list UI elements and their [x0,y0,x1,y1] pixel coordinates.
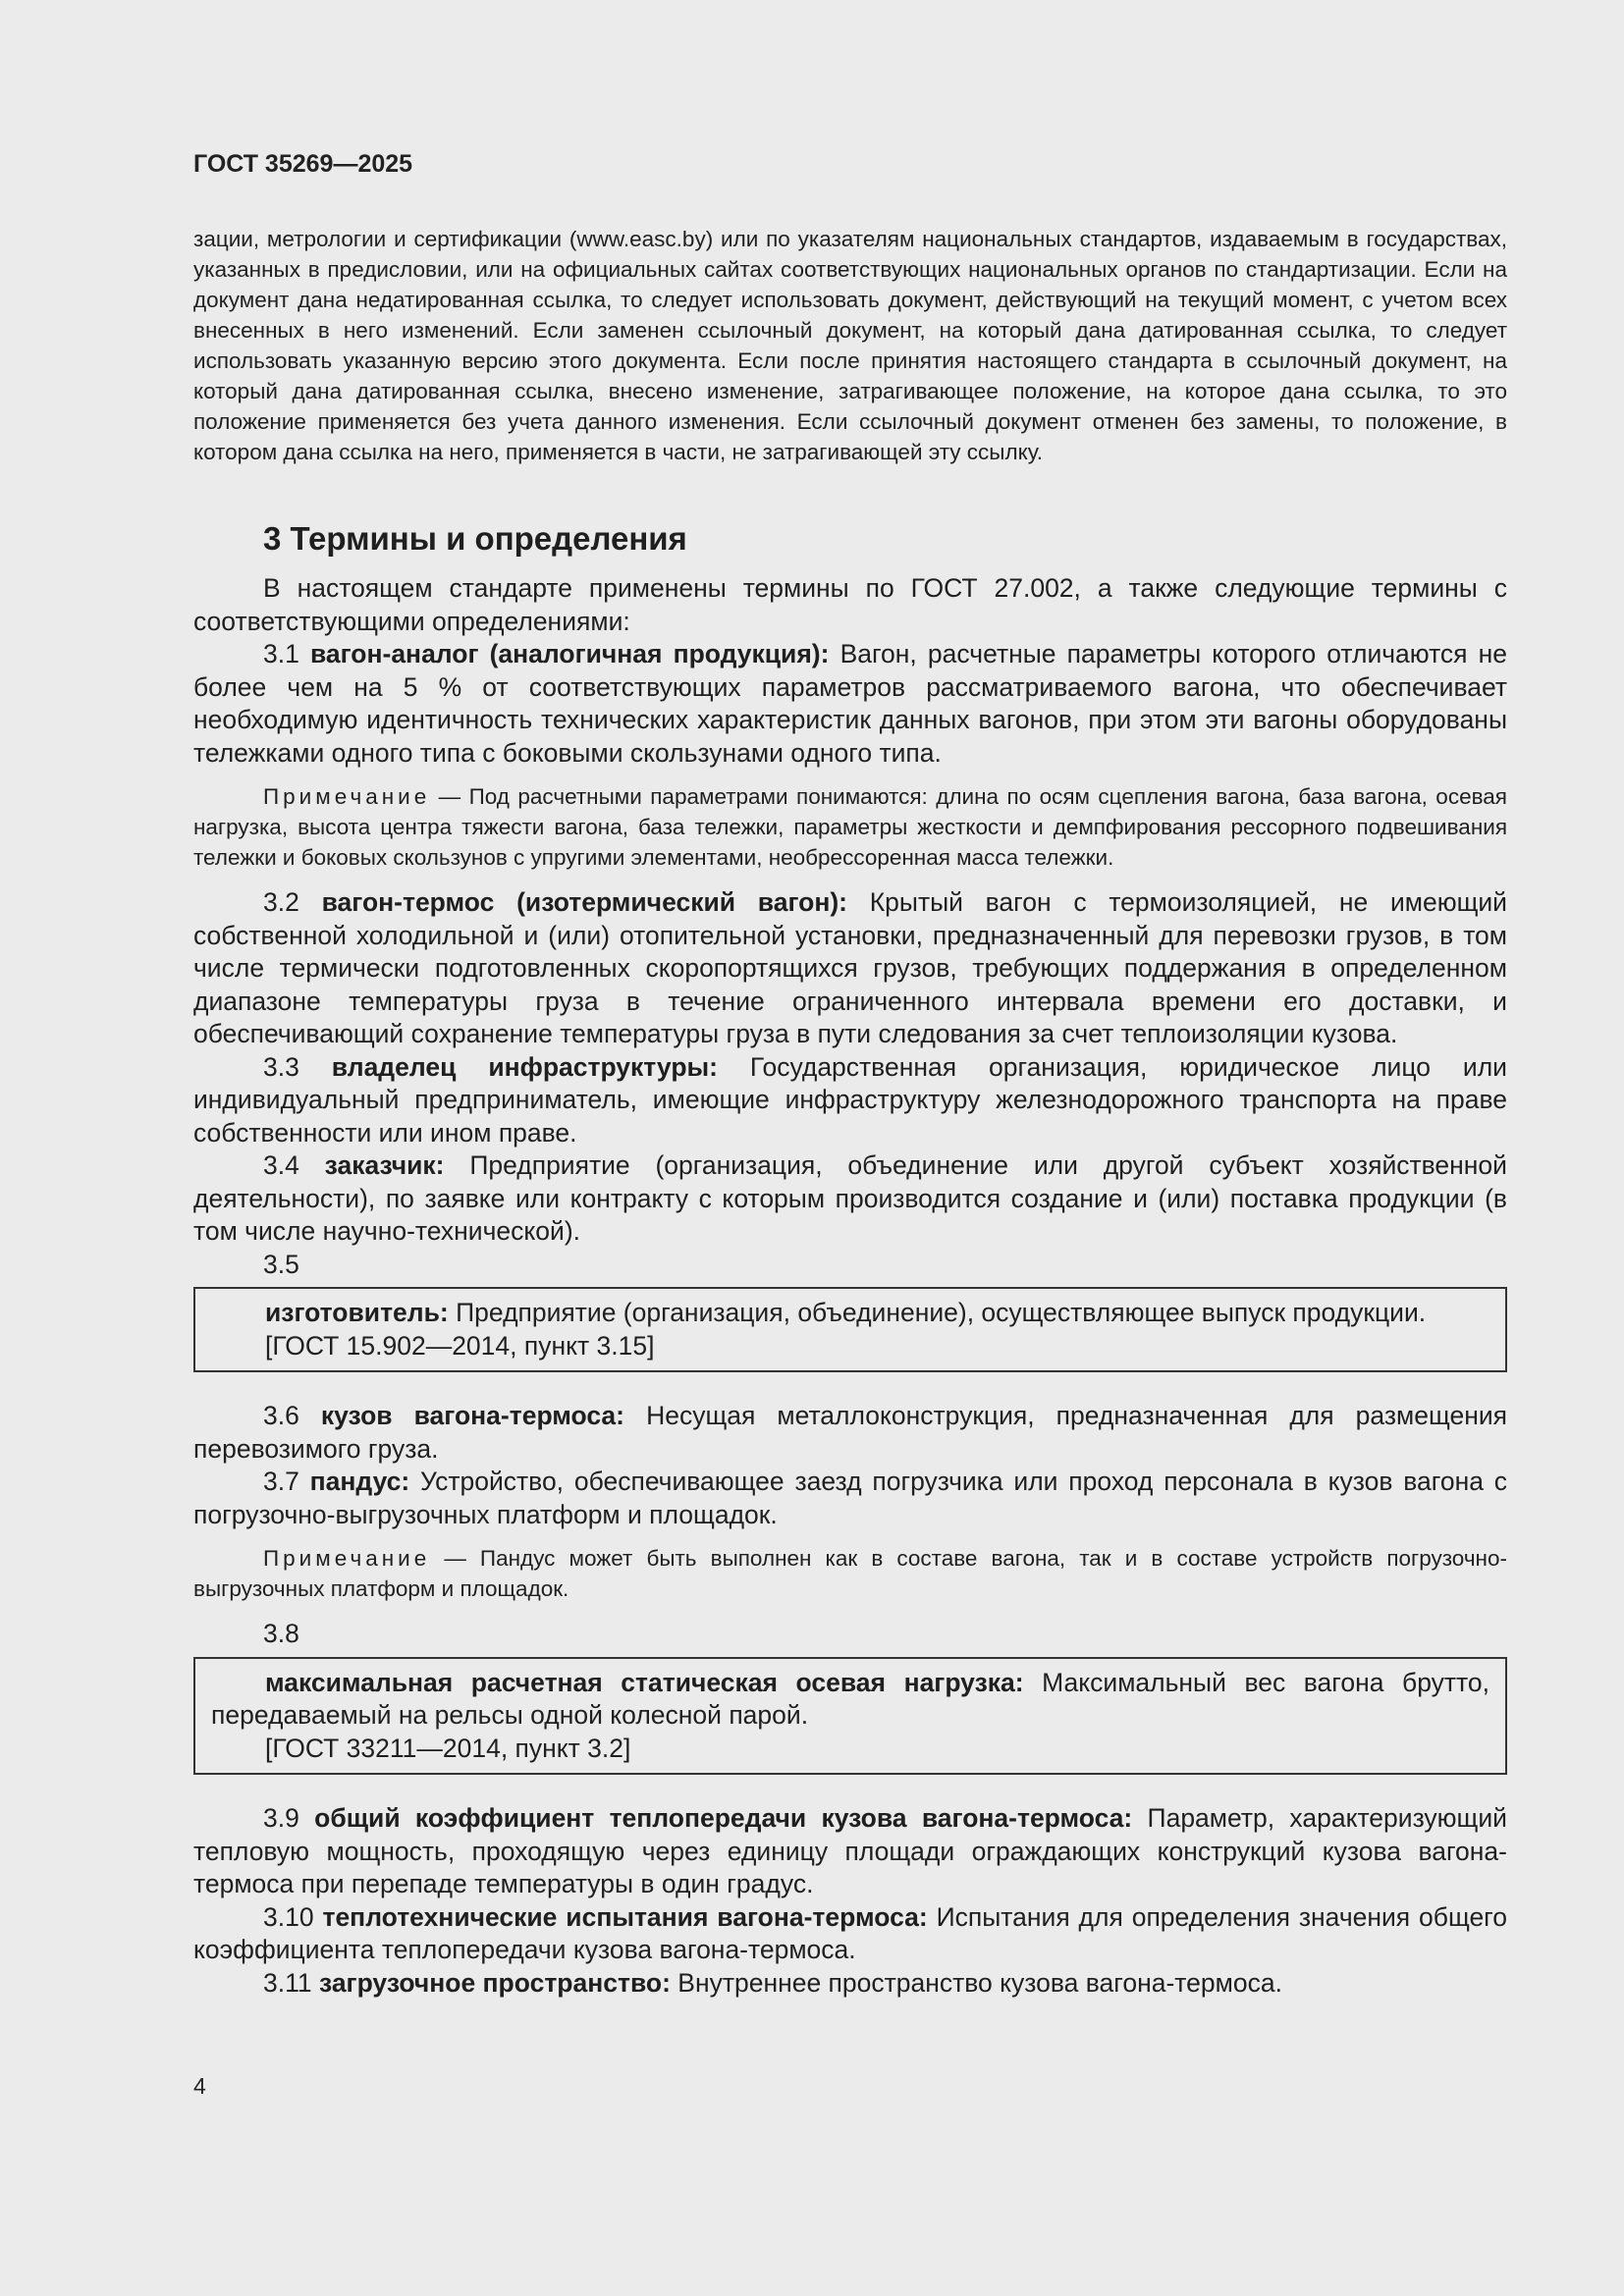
term-3-11 [193,1967,1507,2001]
term-name: максимальная расчетная статическая осевая нагрузка: [265,1667,1024,1697]
term-name: вагон-термос (изотермический вагон): [321,887,847,917]
term-number: 3.11 [263,1967,312,1998]
term-3-8 [211,1667,1489,1733]
term-number: 3.9 [263,1803,299,1833]
term-definition: Предприятие (организация, объединение), осуществляющее выпуск продукции. [456,1298,1427,1327]
term-definition: Несущая металлоконструкция, предназначенная для размещения перевозимого груза. [193,1401,1507,1464]
term-3-5 [211,1297,1489,1330]
note-1 [193,781,1507,873]
term-3-4 [193,1149,1507,1249]
term-3-2 [193,886,1507,1051]
intro-paragraph: зации, метрологии и сертификации (www.easc.by) или по указателям национальных стандартов, издаваемым в государствах, указанных в предисловии, или на официальных сайтах соответствующих национальных органов по стандартизации. Если на документ дана недатированная ссылка, то следует использовать документ, действующий на текущий момент, с учетом всех внесенных в него изменений. Если заменен ссылочный документ, на который дана датированная ссылка, то следует использовать указанную версию этого документа. Если после принятия настоящего стандарта в ссылочный документ, на который дана датированная ссылка, внесено изменение, затрагивающее положение, на которое дана ссылка, то это положение применяется без учета данного изменения. Если ссылочный документ отменен без замены, то положение, в котором дана ссылка на него, применяется в части, не затрагивающей эту ссылку. [193,227,1507,464]
term-name: вагон-аналог (аналогичная продукция): [309,639,830,668]
term-3-5-number: 3.5 [263,1249,299,1279]
term-definition: Предприятие (организация, объединение или другой субъект хозяйственной деятельности), по заявке или контракту с которым производится создание и (или) поставка продукции (в том числе научно-технической). [193,1150,1507,1246]
term-3-7 [193,1466,1507,1531]
term-definition: Государственная организация, юридическое лицо или индивидуальный предприниматель, имеющие инфраструктуру железнодорожного транспорта на праве собственности или ином праве. [193,1051,1507,1148]
term-definition: Крытый вагон с термоизоляцией, не имеющий собственной холодильной и (или) отопительной установки, предназначенный для перевозки грузов, в том числе термически подготовленных скоропортящихся грузов, требующих поддержания в определенном диапазоне температуры груза в течение ограниченного интервала времени его доставки, и обеспечивающий сохранение температуры груза в пути следования за счет теплоизоляции кузова. [193,887,1507,1048]
page-content [193,224,1507,2000]
term-number: 3.7 [263,1467,299,1496]
term-definition: Вагон, расчетные параметры которого отличаются не более чем на 5 % от соответствующих параметров рассматриваемого вагона, что обеспечивает необходимую идентичность технических характеристик данных вагонов, при этом эти вагоны оборудованы тележками одного типа с боковыми скользунами одного типа. [193,639,1507,768]
term-number: 3.6 [263,1401,299,1430]
term-3-3 [193,1051,1507,1150]
section-intro: В настоящем стандарте применены термины по ГОСТ 27.002, а также следующие термины с соответствующими определениями: [193,573,1507,636]
term-name: общий коэффициент теплопередачи кузова вагона-термоса: [314,1803,1133,1833]
term-3-9 [193,1802,1507,1901]
term-number: 3.3 [263,1051,299,1082]
term-definition: Параметр, характеризующий тепловую мощность, проходящую через единицу площади ограждающих конструкций кузова вагона-термоса при перепаде температуры в один градус. [193,1803,1507,1898]
term-number: 3.10 [263,1901,314,1932]
term-name: теплотехнические испытания вагона-термоса: [322,1901,928,1932]
term-name: загрузочное пространство: [319,1967,671,1998]
term-reference: [ГОСТ 33211—2014, пункт 3.2] [265,1733,631,1763]
page-number: 4 [193,2073,206,2099]
term-reference: [ГОСТ 15.902—2014, пункт 3.15] [265,1330,655,1361]
term-definition: Устройство, обеспечивающее заезд погрузчика или проход персонала в кузов вагона с погрузочно-выгрузочных платформ и площадок. [193,1467,1507,1529]
term-name: пандус: [309,1467,410,1496]
term-3-10 [193,1901,1507,1967]
term-3-8-box [193,1657,1507,1776]
term-number: 3.1 [263,639,299,668]
note-text: — Пандус может быть выполнен как в составе вагона, так и в составе устройств погрузочно-выгрузочных платформ и площадок. [193,1546,1507,1601]
section-title: 3 Термины и определения [263,520,687,557]
term-name: заказчик: [324,1150,445,1180]
note-label: Примечание [263,1546,431,1571]
term-3-8-number: 3.8 [263,1619,299,1648]
note-text: — Под расчетными параметрами понимаются: длина по осям сцепления вагона, база вагона, осевая нагрузка, высота центра тяжести вагона, база тележки, параметры жесткости и демпфирования рессорного подвешивания тележки и боковых скользунов с упругими элементами, необрессоренная масса тележки. [193,784,1507,870]
term-definition: Внутреннее пространство кузова вагона-термоса. [677,1967,1282,1998]
document-header: ГОСТ 35269—2025 [193,150,413,178]
term-3-1 [193,638,1507,770]
note-label: Примечание [263,784,431,809]
term-definition: Максимальный вес вагона брутто, передаваемый на рельсы одной колесной парой. [211,1667,1489,1730]
term-3-6 [193,1400,1507,1466]
term-name: изготовитель: [265,1298,449,1327]
term-name: кузов вагона-термоса: [320,1401,624,1430]
term-3-5-box [193,1287,1507,1372]
term-number: 3.2 [263,887,299,917]
term-definition: Испытания для определения значения общего коэффициента теплопередачи кузова вагона-термоса. [193,1901,1508,1964]
note-2 [193,1543,1507,1604]
term-number: 3.4 [263,1150,299,1180]
term-name: владелец инфраструктуры: [331,1051,718,1082]
